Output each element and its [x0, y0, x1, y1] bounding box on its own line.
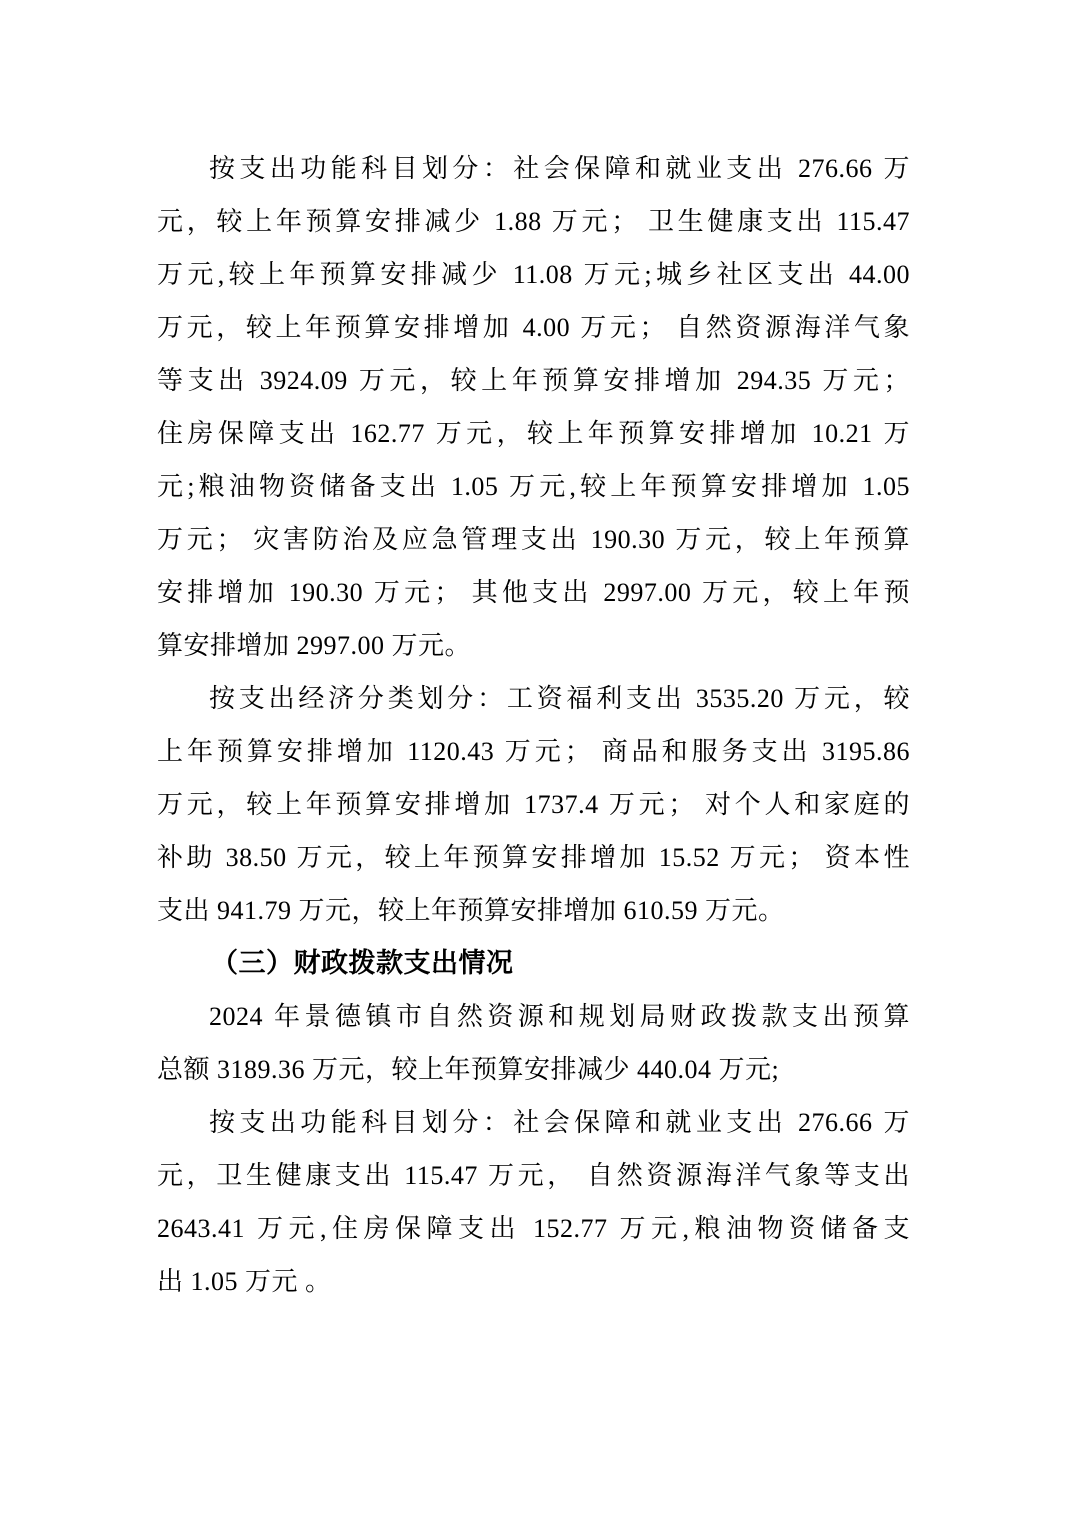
text-line: 安排增加 190.30 万元； 其他支出 2997.00 万元，较上年预	[157, 578, 910, 607]
text-line: 万元,较上年预算安排减少 11.08 万元;城乡社区支出 44.00	[157, 260, 910, 289]
text-line: 按支出功能科目划分：社会保障和就业支出 276.66 万	[209, 154, 910, 183]
text-line: 2643.41 万元,住房保障支出 152.77 万元,粮油物资储备支	[157, 1214, 910, 1243]
text-line: 算安排增加 2997.00 万元。	[157, 631, 472, 660]
text-line: 支出 941.79 万元，较上年预算安排增加 610.59 万元。	[157, 896, 785, 925]
paragraph-expenditure-by-economic-class	[157, 672, 910, 937]
text-line: 总额 3189.36 万元，较上年预算安排减少 440.04 万元;	[157, 1055, 780, 1084]
text-line: 补助 38.50 万元，较上年预算安排增加 15.52 万元； 资本性	[157, 843, 910, 872]
text-line: 按支出经济分类划分：工资福利支出 3535.20 万元，较	[209, 684, 910, 713]
text-line: 万元，较上年预算安排增加 4.00 万元； 自然资源海洋气象	[157, 313, 910, 342]
paragraph-expenditure-by-function	[157, 142, 910, 672]
text-line: 万元，较上年预算安排增加 1737.4 万元； 对个人和家庭的	[157, 790, 910, 819]
text-line: 元，卫生健康支出 115.47 万元， 自然资源海洋气象等支出	[157, 1161, 910, 1190]
text-line: 住房保障支出 162.77 万元，较上年预算安排增加 10.21 万	[157, 419, 910, 448]
text-line: 元，较上年预算安排减少 1.88 万元； 卫生健康支出 115.47	[157, 207, 910, 236]
text-line: 万元； 灾害防治及应急管理支出 190.30 万元，较上年预算	[157, 525, 910, 554]
text-line: 上年预算安排增加 1120.43 万元； 商品和服务支出 3195.86	[157, 737, 910, 766]
paragraph-fiscal-allocation-by-function	[157, 1096, 910, 1308]
heading-fiscal-allocation-expenditure	[157, 937, 910, 990]
text-line: 2024 年景德镇市自然资源和规划局财政拨款支出预算	[209, 1002, 910, 1031]
text-line: 出 1.05 万元 。	[157, 1267, 332, 1296]
section-heading-text: （三）财政拨款支出情况	[211, 948, 514, 978]
paragraph-fiscal-allocation-total	[157, 990, 910, 1096]
text-line: 元;粮油物资储备支出 1.05 万元,较上年预算安排增加 1.05	[157, 472, 910, 501]
text-line: 等支出 3924.09 万元，较上年预算安排增加 294.35 万元；	[157, 366, 910, 395]
text-line: 按支出功能科目划分：社会保障和就业支出 276.66 万	[209, 1108, 910, 1137]
